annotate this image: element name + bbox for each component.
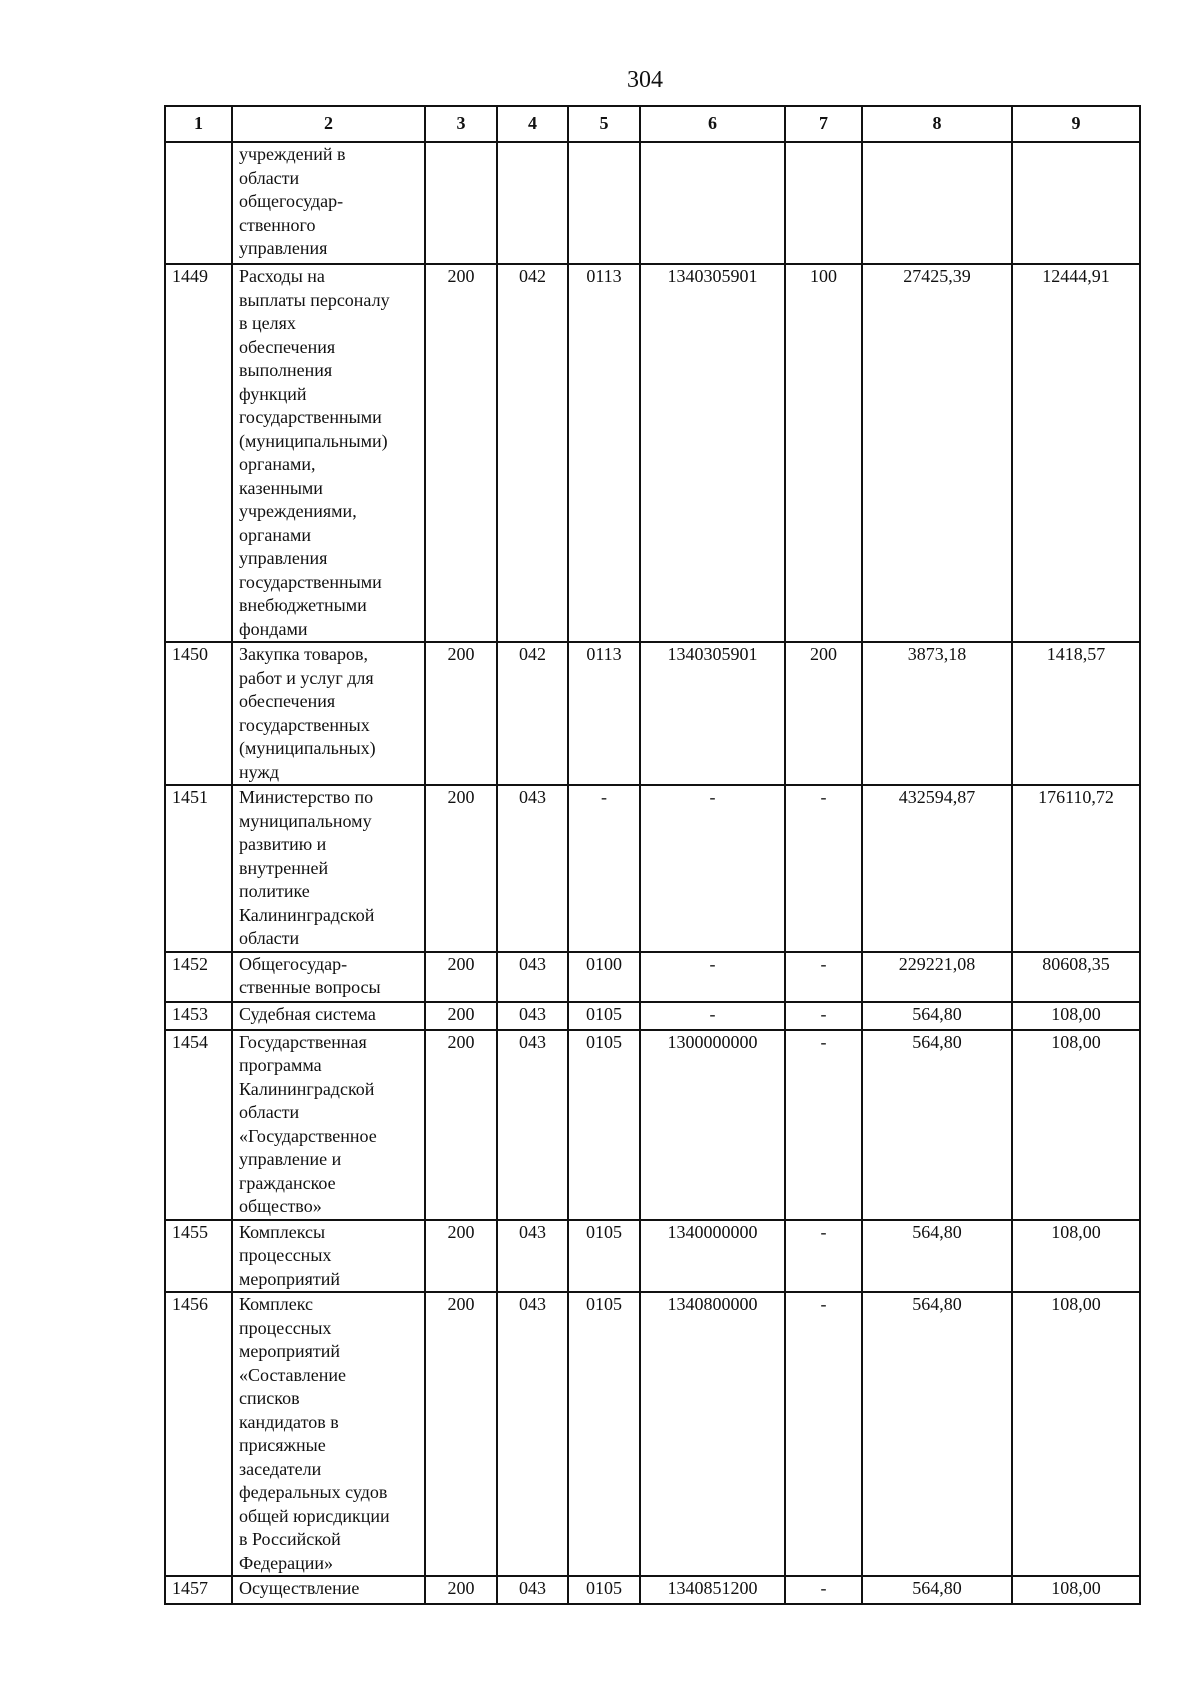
code-3-cell: 200 [425, 264, 497, 642]
row-number-cell: 1456 [165, 1292, 232, 1576]
row-number-cell: 1455 [165, 1220, 232, 1293]
code-5-cell: 0113 [568, 642, 640, 785]
table-row [165, 952, 1140, 1002]
code-7-cell: - [785, 785, 862, 952]
amount-9-cell: 108,00 [1012, 1292, 1140, 1576]
code-4-cell: 043 [497, 1002, 568, 1030]
code-4-cell: 043 [497, 1576, 568, 1604]
column-header: 2 [232, 106, 425, 142]
table-row [165, 142, 1140, 264]
row-number-cell: 1451 [165, 785, 232, 952]
code-4-cell: 043 [497, 785, 568, 952]
row-number-cell: 1449 [165, 264, 232, 642]
code-5-cell: 0105 [568, 1292, 640, 1576]
amount-9-cell: 108,00 [1012, 1002, 1140, 1030]
code-5-cell: - [568, 785, 640, 952]
code-6-cell: - [640, 1002, 785, 1030]
code-3-cell: 200 [425, 952, 497, 1002]
code-7-cell: - [785, 1576, 862, 1604]
code-3-cell: 200 [425, 1576, 497, 1604]
code-7-cell: - [785, 1220, 862, 1293]
table-row [165, 642, 1140, 785]
code-4-cell: 043 [497, 1292, 568, 1576]
column-header: 4 [497, 106, 568, 142]
code-6-cell: 1340851200 [640, 1576, 785, 1604]
code-5-cell: 0105 [568, 1220, 640, 1293]
table-row [165, 264, 1140, 642]
table-row [165, 1030, 1140, 1220]
column-header: 7 [785, 106, 862, 142]
table-row [165, 1002, 1140, 1030]
code-4-cell: 043 [497, 1220, 568, 1293]
code-3-cell: 200 [425, 1002, 497, 1030]
row-number-cell [165, 142, 232, 264]
code-5-cell: 0113 [568, 264, 640, 642]
row-number-cell: 1457 [165, 1576, 232, 1604]
row-name-cell: Государственная программа Калининградской области «Государственное управление и гражданское общество» [232, 1030, 425, 1220]
code-7-cell: - [785, 952, 862, 1002]
code-5-cell: 0105 [568, 1030, 640, 1220]
amount-8-cell: 564,80 [862, 1002, 1012, 1030]
amount-9-cell: 80608,35 [1012, 952, 1140, 1002]
row-name-cell: Общегосудар- ственные вопросы [232, 952, 425, 1002]
column-header: 8 [862, 106, 1012, 142]
code-5-cell: 0105 [568, 1002, 640, 1030]
code-7-cell: 200 [785, 642, 862, 785]
row-number-cell: 1452 [165, 952, 232, 1002]
code-5-cell [568, 142, 640, 264]
code-7-cell: - [785, 1002, 862, 1030]
code-7-cell: - [785, 1292, 862, 1576]
column-header: 1 [165, 106, 232, 142]
amount-9-cell: 108,00 [1012, 1030, 1140, 1220]
table-row [165, 785, 1140, 952]
row-number-cell: 1453 [165, 1002, 232, 1030]
code-3-cell: 200 [425, 642, 497, 785]
code-6-cell: 1340000000 [640, 1220, 785, 1293]
column-header: 5 [568, 106, 640, 142]
row-name-cell: Комплексы процессных мероприятий [232, 1220, 425, 1293]
code-3-cell: 200 [425, 1292, 497, 1576]
amount-9-cell [1012, 142, 1140, 264]
amount-8-cell: 564,80 [862, 1292, 1012, 1576]
column-header: 6 [640, 106, 785, 142]
table-row [165, 1292, 1140, 1576]
amount-8-cell: 432594,87 [862, 785, 1012, 952]
amount-9-cell: 12444,91 [1012, 264, 1140, 642]
budget-table [164, 105, 1141, 1605]
code-4-cell: 043 [497, 1030, 568, 1220]
code-4-cell: 043 [497, 952, 568, 1002]
code-3-cell: 200 [425, 1030, 497, 1220]
row-number-cell: 1450 [165, 642, 232, 785]
code-6-cell: 1340305901 [640, 642, 785, 785]
amount-8-cell [862, 142, 1012, 264]
column-header: 3 [425, 106, 497, 142]
amount-8-cell: 564,80 [862, 1576, 1012, 1604]
code-6-cell: - [640, 952, 785, 1002]
amount-8-cell: 3873,18 [862, 642, 1012, 785]
code-6-cell: 1300000000 [640, 1030, 785, 1220]
code-4-cell: 042 [497, 642, 568, 785]
amount-8-cell: 564,80 [862, 1030, 1012, 1220]
row-name-cell: Комплекс процессных мероприятий «Составление списков кандидатов в присяжные заседатели федеральных судов общей юрисдикции в Российской Федерации» [232, 1292, 425, 1576]
code-4-cell [497, 142, 568, 264]
code-6-cell: - [640, 785, 785, 952]
code-6-cell: 1340305901 [640, 264, 785, 642]
table-row [165, 1576, 1140, 1604]
amount-9-cell: 176110,72 [1012, 785, 1140, 952]
code-5-cell: 0100 [568, 952, 640, 1002]
amount-8-cell: 564,80 [862, 1220, 1012, 1293]
amount-9-cell: 108,00 [1012, 1220, 1140, 1293]
code-7-cell: 100 [785, 264, 862, 642]
row-name-cell: Министерство по муниципальному развитию и внутренней политике Калининградской области [232, 785, 425, 952]
code-7-cell [785, 142, 862, 264]
amount-9-cell: 108,00 [1012, 1576, 1140, 1604]
table-row [165, 1220, 1140, 1293]
code-6-cell: 1340800000 [640, 1292, 785, 1576]
row-number-cell: 1454 [165, 1030, 232, 1220]
row-name-cell: Расходы на выплаты персоналу в целях обеспечения выполнения функций государственными (муниципальными) органами, казенными учреждениями, органами управления государственными внебюджетными фондами [232, 264, 425, 642]
amount-8-cell: 229221,08 [862, 952, 1012, 1002]
row-name-cell: Осуществление [232, 1576, 425, 1604]
amount-9-cell: 1418,57 [1012, 642, 1140, 785]
amount-8-cell: 27425,39 [862, 264, 1012, 642]
code-3-cell: 200 [425, 1220, 497, 1293]
column-header: 9 [1012, 106, 1140, 142]
row-name-cell: Закупка товаров, работ и услуг для обеспечения государственных (муниципальных) нужд [232, 642, 425, 785]
code-3-cell: 200 [425, 785, 497, 952]
page-number: 304 [627, 67, 663, 93]
code-4-cell: 042 [497, 264, 568, 642]
code-7-cell: - [785, 1030, 862, 1220]
header-row [165, 106, 1140, 142]
code-5-cell: 0105 [568, 1576, 640, 1604]
row-name-cell: Судебная система [232, 1002, 425, 1030]
row-name-cell: учреждений в области общегосудар- ственного управления [232, 142, 425, 264]
code-3-cell [425, 142, 497, 264]
code-6-cell [640, 142, 785, 264]
